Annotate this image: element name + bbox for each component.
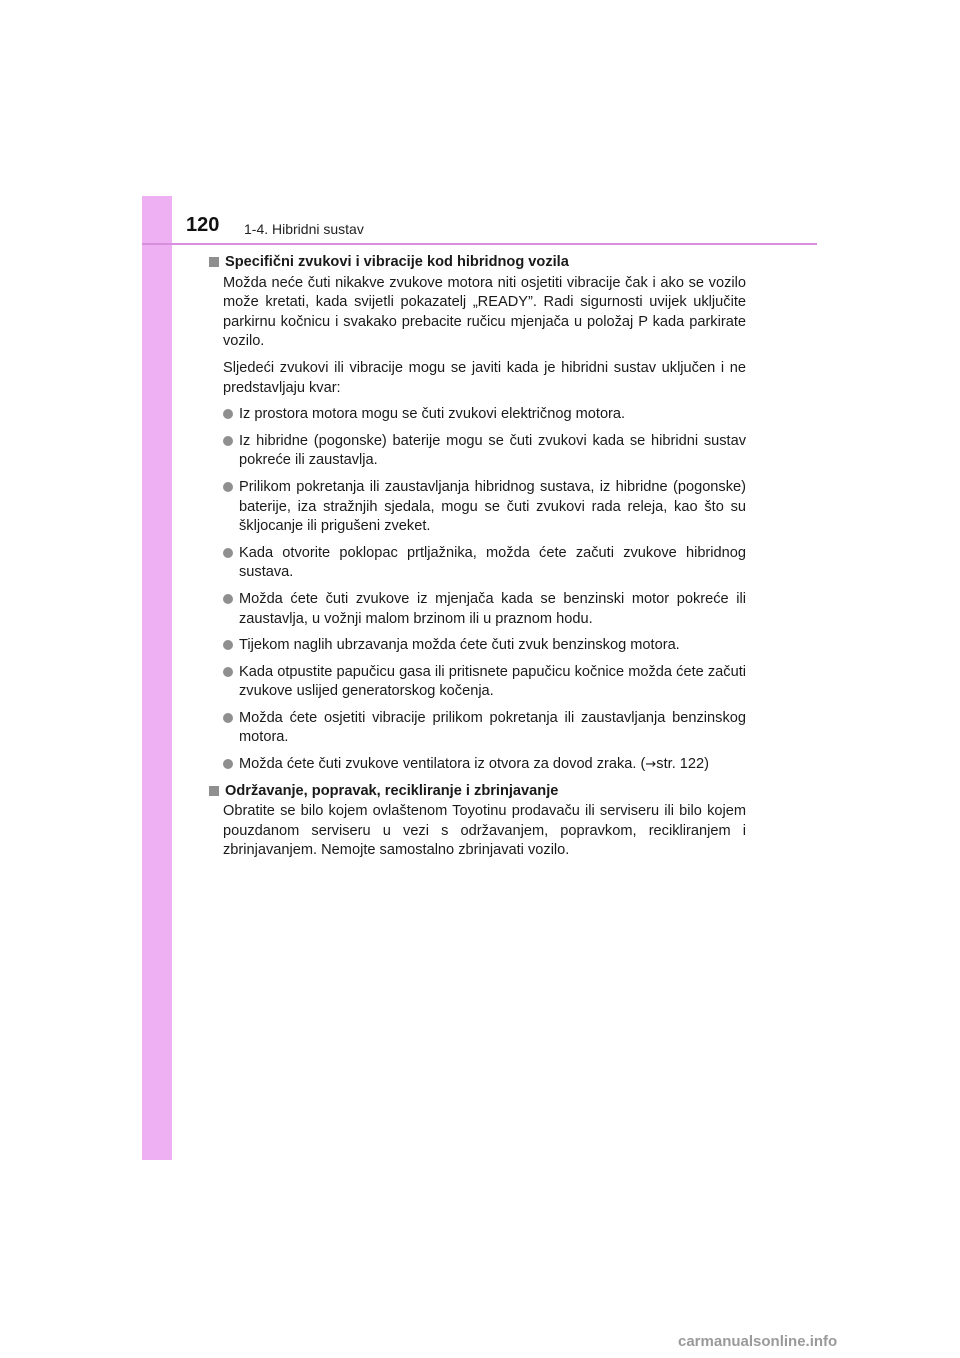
list-item (223, 636, 746, 656)
header-divider (142, 243, 817, 245)
page-reference-link[interactable]: str. 122) (656, 756, 710, 773)
paragraph: Obratite se bilo kojem ovlaštenom Toyotinu prodavaču ili serviseru ili bilo kojem pouzdanom serviseru u vezi s održavanjem, popravkom, recikliranjem i zbrinjavanjem. Nemojte samostalno zbrinjavati vozilo. (223, 803, 746, 859)
list-item-text: Možda ćete osjetiti vibracije prilikom pokretanja ili zaustavljanja benzinskog motora. (239, 709, 746, 746)
heading-text: Specifični zvukovi i vibracije kod hibridnog vozila (225, 254, 569, 270)
list-item-text: Prilikom pokretanja ili zaustavljanja hibridnog sustava, iz hibridne (pogonske) baterije, iza stražnjih sjedala, mogu se čuti zvukovi rada releja, kao što su škljocanje ili prigušeni zveket. (239, 478, 746, 535)
list-item-text-part: Možda ćete čuti zvukove ventilatora iz otvora za dovod zraka. ( (239, 756, 646, 773)
arrow-right-icon: → (645, 757, 657, 773)
list-item-text (239, 755, 746, 775)
circle-bullet-icon (223, 482, 233, 492)
circle-bullet-icon (223, 548, 233, 558)
section-heading-maintenance (208, 782, 746, 802)
circle-bullet-icon (223, 409, 233, 419)
heading-text: Održavanje, popravak, recikliranje i zbrinjavanje (225, 782, 559, 799)
list-item-text: Kada otvorite poklopac prtljažnika, možda ćete začuti zvukove hibridnog sustava. (239, 544, 746, 581)
square-bullet-icon (209, 786, 219, 796)
list-item (223, 478, 746, 537)
list-item-text: Iz prostora motora mogu se čuti zvukovi električnog motora. (239, 406, 626, 423)
list-item-text: Tijekom naglih ubrzavanja možda ćete čuti zvuk benzinskog motora. (239, 637, 680, 654)
list-item (223, 755, 746, 775)
circle-bullet-icon (223, 640, 233, 650)
section-heading-sounds (208, 253, 746, 273)
page-content (208, 253, 746, 868)
watermark: carmanualsonline.info (678, 1333, 838, 1350)
circle-bullet-icon (223, 594, 233, 604)
list-item (223, 709, 746, 748)
circle-bullet-icon (223, 436, 233, 446)
paragraph: Možda neće čuti nikakve zvukove motora niti osjetiti vibracije čak i ako se vozilo može kretati, kada svijetli pokazatelj „READY”. Radi sigurnosti uvijek uključite parkirnu kočnicu i svakako prebacite ručicu mjenjača u položaj P kada parkirate vozilo. (223, 274, 746, 350)
list-item (223, 544, 746, 583)
list-item-text: Kada otpustite papučicu gasa ili pritisnete papučicu kočnice možda ćete začuti zvukove uslijed generatorskog kočenja. (239, 663, 746, 700)
paragraph: Sljedeći zvukovi ili vibracije mogu se javiti kada je hibridni sustav uključen i ne predstavljaju kvar: (223, 359, 746, 396)
list-item (223, 590, 746, 629)
list-item (223, 432, 746, 471)
circle-bullet-icon (223, 667, 233, 677)
circle-bullet-icon (223, 713, 233, 723)
list-item-text: Iz hibridne (pogonske) baterije mogu se čuti zvukovi kada se hibridni sustav pokreće ili zaustavlja. (239, 432, 746, 469)
square-bullet-icon (209, 257, 219, 267)
page-number: 120 (186, 214, 220, 236)
side-tab-band (142, 196, 172, 1160)
circle-bullet-icon (223, 759, 233, 769)
list-item (223, 663, 746, 702)
list-item (223, 405, 746, 425)
section-title: 1-4. Hibridni sustav (244, 221, 364, 237)
list-item-text: Možda ćete čuti zvukove iz mjenjača kada se benzinski motor pokreće ili zaustavlja, u vožnji malom brzinom ili u praznom hodu. (239, 590, 746, 627)
